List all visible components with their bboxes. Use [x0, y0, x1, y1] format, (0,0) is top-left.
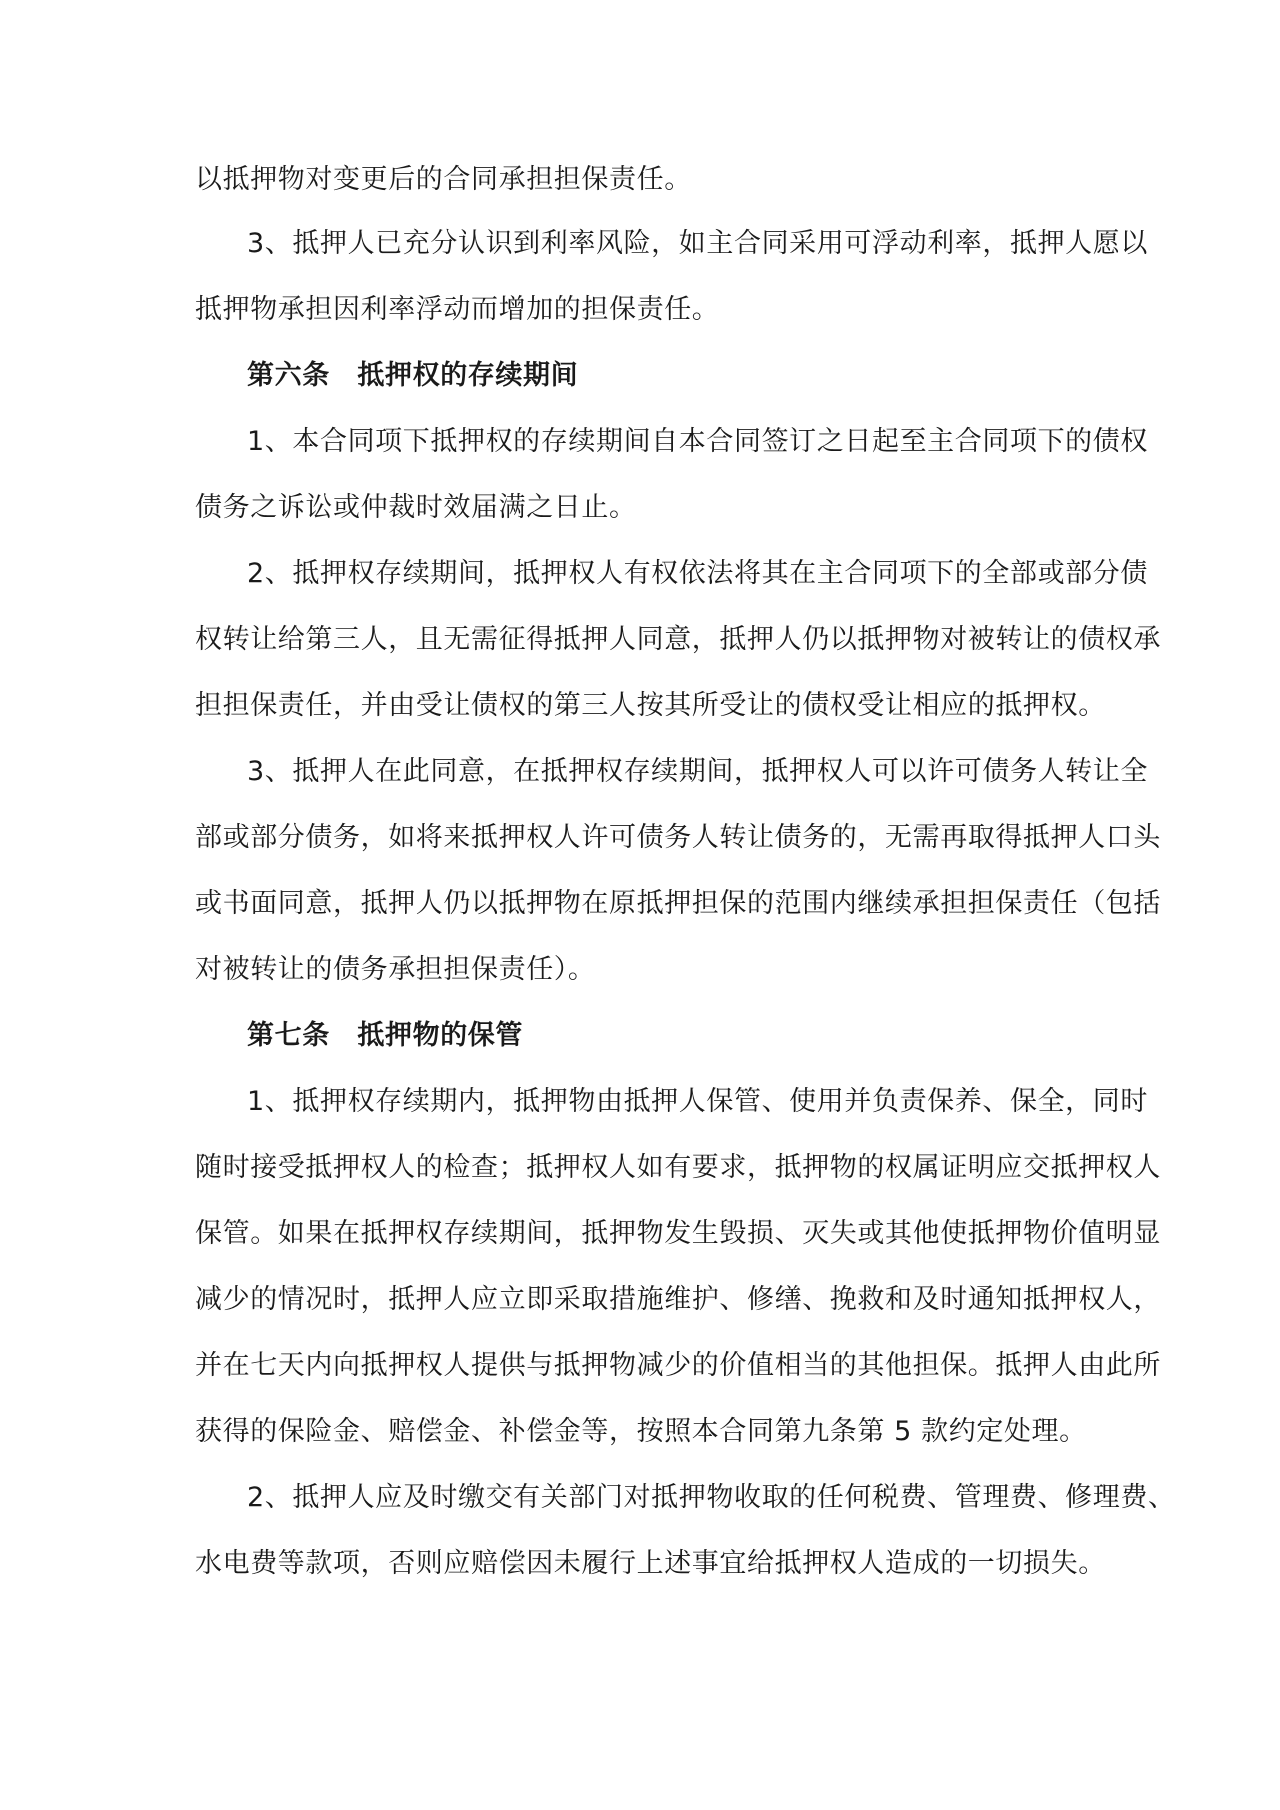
text-line-22: 水电费等款项，否则应赔偿因未履行上述事宜给抵押权人造成的一切损失。	[195, 1548, 1106, 1579]
document-page	[195, 162, 1176, 1782]
text-line-20: 获得的保险金、赔偿金、补偿金等，按照本合同第九条第 5 款约定处理。	[195, 1416, 1087, 1447]
text-line-8: 权转让给第三人，且无需征得抵押人同意，抵押人仍以抵押物对被转让的债权承	[195, 624, 1161, 655]
text-line-17: 保管。如果在抵押权存续期间，抵押物发生毁损、灭失或其他使抵押物价值明显	[195, 1218, 1161, 1249]
section-heading-6: 第六条 抵押权的存续期间	[247, 360, 579, 391]
text-line-7: 2、抵押权存续期间，抵押权人有权依法将其在主合同项下的全部或部分债	[247, 558, 1148, 589]
text-line-12: 或书面同意，抵押人仍以抵押物在原抵押担保的范围内继续承担担保责任（包括	[195, 888, 1161, 919]
text-line-5: 1、本合同项下抵押权的存续期间自本合同签订之日起至主合同项下的债权	[247, 426, 1148, 457]
section-heading-7: 第七条 抵押物的保管	[247, 1020, 523, 1051]
text-line-10: 3、抵押人在此同意，在抵押权存续期间，抵押权人可以许可债务人转让全	[247, 756, 1148, 787]
text-line-9: 担担保责任，并由受让债权的第三人按其所受让的债权受让相应的抵押权。	[195, 690, 1106, 721]
text-line-18: 减少的情况时，抵押人应立即采取措施维护、修缮、挽救和及时通知抵押权人，	[195, 1284, 1161, 1315]
text-line-19: 并在七天内向抵押权人提供与抵押物减少的价值相当的其他担保。抵押人由此所	[195, 1350, 1161, 1381]
text-line-11: 部或部分债务，如将来抵押权人许可债务人转让债务的，无需再取得抵押人口头	[195, 822, 1161, 853]
text-line-1: 以抵押物对变更后的合同承担担保责任。	[195, 164, 692, 195]
text-line-15: 1、抵押权存续期内，抵押物由抵押人保管、使用并负责保养、保全，同时	[247, 1086, 1148, 1117]
text-line-3: 抵押物承担因利率浮动而增加的担保责任。	[195, 294, 720, 325]
text-line-21: 2、抵押人应及时缴交有关部门对抵押物收取的任何税费、管理费、修理费、	[247, 1482, 1176, 1513]
text-line-2: 3、抵押人已充分认识到利率风险，如主合同采用可浮动利率，抵押人愿以	[247, 228, 1148, 259]
text-line-13: 对被转让的债务承担担保责任）。	[195, 954, 596, 985]
text-line-6: 债务之诉讼或仲裁时效届满之日止。	[195, 492, 637, 523]
text-line-16: 随时接受抵押权人的检查；抵押权人如有要求，抵押物的权属证明应交抵押权人	[195, 1152, 1161, 1183]
